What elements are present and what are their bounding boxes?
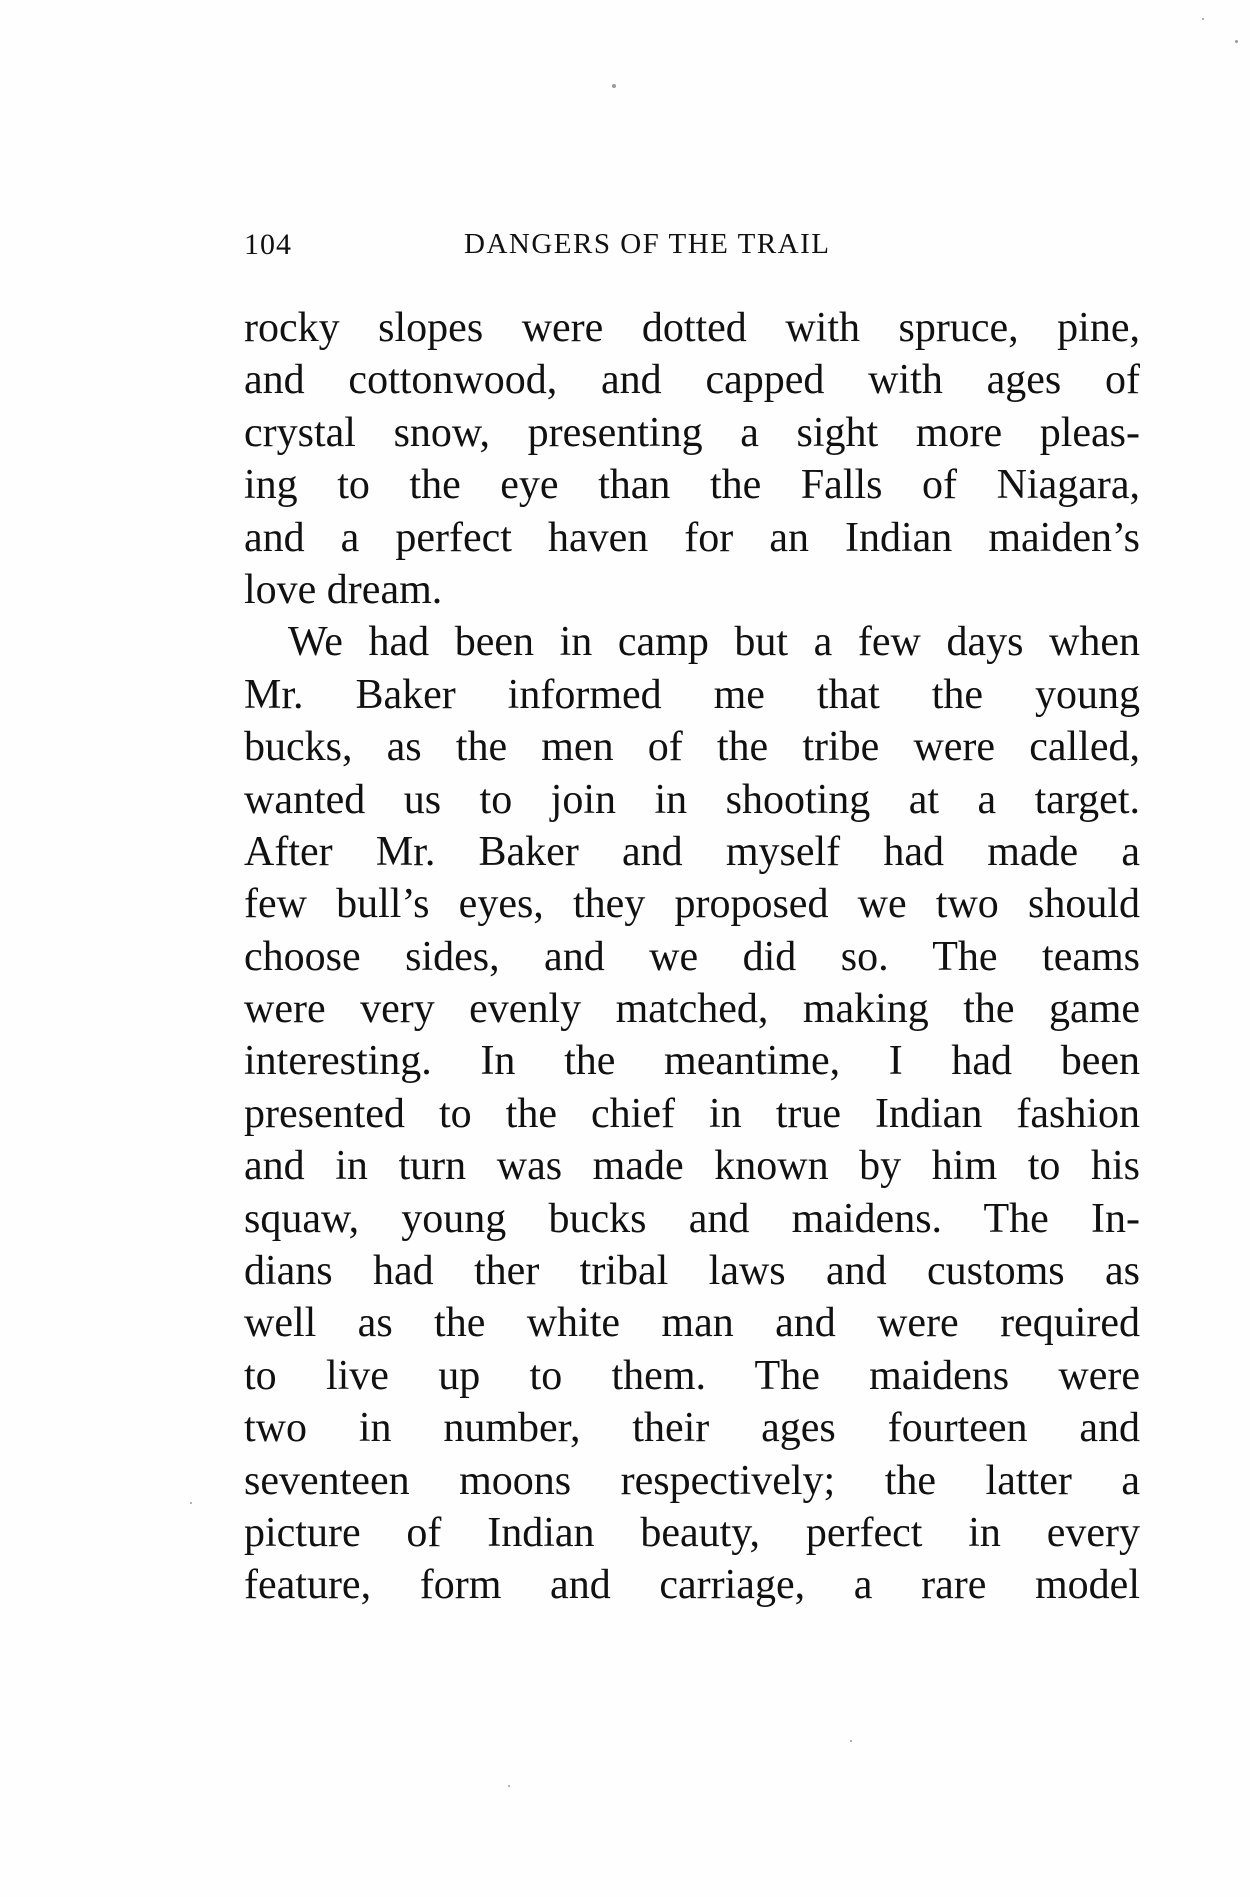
running-title: DANGERS OF THE TRAIL [464,228,831,260]
text-line: few bull’s eyes, they proposed we two should [244,881,1140,928]
text-line: two in number, their ages fourteen and [244,1405,1140,1452]
text-line: dians had ther tribal laws and customs as [244,1248,1140,1295]
text-line: choose sides, and we did so. The teams [244,933,1140,980]
text-line: wanted us to join in shooting at a target. [244,776,1140,823]
text-line: love dream. [244,566,443,613]
paper-speck [508,1785,510,1787]
paper-speck [1235,40,1238,43]
text-line: seventeen moons respectively; the latter a [244,1457,1140,1504]
text-line: picture of Indian beauty, perfect in every [244,1509,1140,1556]
paper-speck [850,1740,852,1742]
text-line: interesting. In the meantime, I had been [244,1038,1140,1085]
text-line: well as the white man and were required [244,1300,1140,1347]
text-line: We had been in camp but a few days when [288,619,1140,666]
paper-speck [190,1502,192,1504]
text-line: bucks, as the men of the tribe were called, [244,724,1140,771]
text-line: and a perfect haven for an Indian maiden’s [244,514,1140,561]
text-line: squaw, young bucks and maidens. The In- [244,1195,1140,1242]
page-number: 104 [244,228,292,261]
running-head [244,228,1148,268]
text-line: feature, form and carriage, a rare model [244,1562,1140,1609]
text-line: were very evenly matched, making the game [244,986,1140,1033]
text-line: crystal snow, presenting a sight more pleas- [244,409,1140,456]
text-line: presented to the chief in true Indian fashion [244,1090,1140,1137]
text-line: ing to the eye than the Falls of Niagara, [244,462,1140,509]
body-text [244,302,1140,1612]
text-line: and in turn was made known by him to his [244,1143,1140,1190]
text-line: After Mr. Baker and myself had made a [244,828,1140,875]
text-line: Mr. Baker informed me that the young [244,671,1140,718]
paper-speck [612,84,616,88]
text-line: to live up to them. The maidens were [244,1352,1140,1399]
text-line: rocky slopes were dotted with spruce, pine, [244,305,1140,351]
text-line: and cottonwood, and capped with ages of [244,357,1140,404]
paper-speck [1202,18,1204,20]
